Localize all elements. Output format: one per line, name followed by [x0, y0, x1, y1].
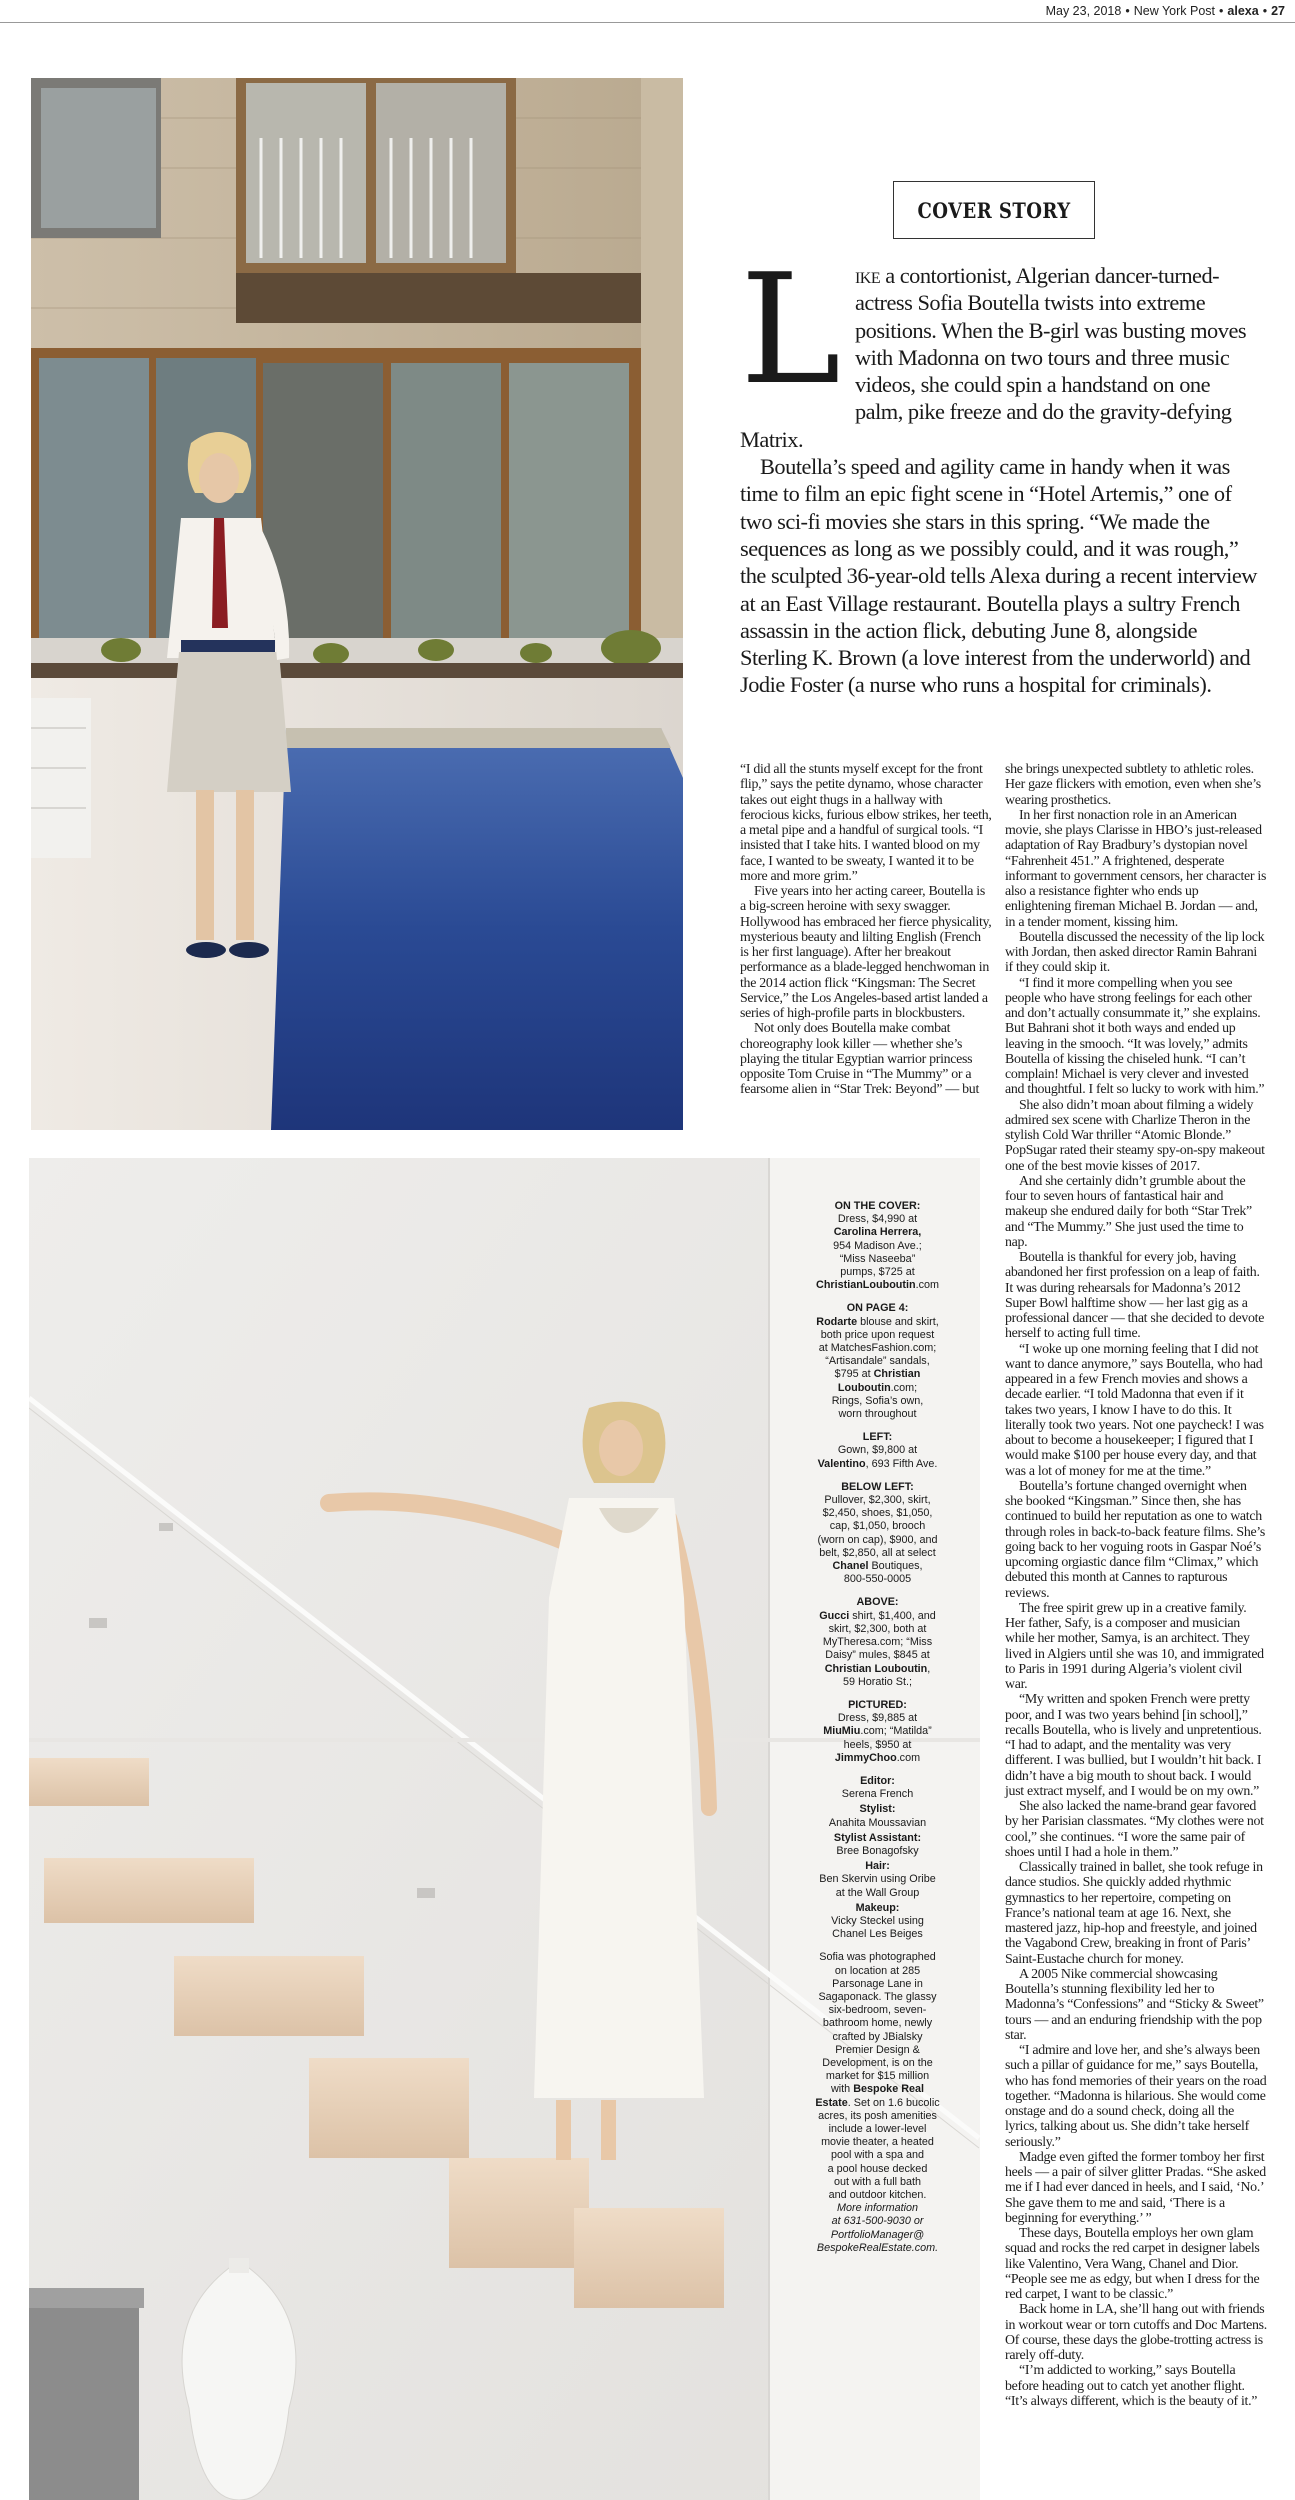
- col2-paragraph: Classically trained in ballet, she took refuge in dance studios. She quickly added rhythmic gymnastics to her repertoire, competing on France’s national team at age 16. Next, she mastered jazz, hip-hop and freestyle, and joined the Vagabond Crew, breaking in front of Paris’ Saint-Eustache church for money.: [1005, 1860, 1263, 1967]
- col2-paragraph: These days, Boutella employs her own glam squad and rocks the red carpet in designer labels like Valentino, Vera Wang, Chanel and Dior. “People see me as edgy, but when I dress for the red carpet, I want to be classic.”: [1005, 2226, 1260, 2302]
- credit-line: cap, $1,050, brooch: [829, 1520, 926, 1533]
- credit-line: Development, is on the: [822, 2056, 933, 2069]
- credit-brand: ChristianLouboutin: [816, 1279, 916, 1292]
- lead-smallcaps: ike: [854, 263, 881, 288]
- credit-italic: More information: [836, 2202, 918, 2215]
- credit-line: [785, 1368, 970, 1381]
- credit-italic: BespokeRealEstate.com.: [816, 2241, 939, 2254]
- credit-text: ,: [927, 1662, 931, 1675]
- credit-brand: JimmyChoo: [834, 1751, 897, 1764]
- credit-line: Dress, $9,885 at: [837, 1712, 918, 1725]
- credit-line: [785, 1458, 970, 1471]
- credit-line: bathroom home, newly: [822, 2017, 933, 2030]
- credit-line: Sofia was photographed: [819, 1951, 936, 1964]
- credit-line: [785, 2215, 970, 2228]
- credit-text: . Set on 1.6 bucolic: [847, 2096, 940, 2109]
- credit-italic: PortfolioManager@: [830, 2228, 925, 2241]
- credit-brand: Christian: [873, 1368, 921, 1381]
- credit-line: heels, $950 at: [843, 1738, 912, 1751]
- credit-line: Serena French: [841, 1788, 914, 1801]
- credit-line: skirt, $2,300, both at: [828, 1622, 927, 1635]
- credit-line: on location at 285: [834, 1964, 921, 1977]
- col2-paragraph: “My written and spoken French were pretty poor, and I was two years behind [in school],” recalls Boutella, who is lively and unpretentious. “I had to adapt, and the mentality was very different. I was bullied, but I wouldn’t hit back. I didn’t have a big mouth to shout back. I would just extract myself, and I would be on my own.”: [1005, 1692, 1262, 1799]
- credit-line: Parsonage Lane in: [832, 1977, 923, 1990]
- credit-heading: LEFT:: [862, 1431, 893, 1444]
- credit-line: [785, 2202, 970, 2215]
- col2-paragraph: “I woke up one morning feeling that I did not want to dance anymore,” says Boutella, who had appeared in a few French movies and shows a decade earlier. “I told Madonna that even if it takes two years, I know I have to do this. It literally took two years. Not one paycheck! I was about to become a housekeeper; I figured that I would make $100 per house every day, and that was a lot of money for me at the time.”: [1005, 1341, 1264, 1479]
- credit-line: [785, 1610, 970, 1623]
- credit-line: market for $15 million: [825, 2070, 930, 2083]
- col2-paragraph: Back home in LA, she’ll hang out with friends in workout wear or torn cutoffs and Doc Martens. Of course, these days the globe-trotting actress is rarely off-duty.: [1005, 2302, 1267, 2363]
- article-column-1: [740, 762, 992, 1098]
- credit-heading: ABOVE:: [856, 1596, 899, 1609]
- credit-line: [785, 1316, 970, 1329]
- credit-line: at the Wall Group: [835, 1886, 920, 1899]
- credit-line: Sagaponack. The glassy: [818, 1990, 937, 2003]
- credit-heading: Hair:: [865, 1860, 890, 1873]
- cover-story-label: [893, 181, 1095, 239]
- credit-heading: ON THE COVER:: [834, 1200, 921, 1212]
- page-header: [0, 0, 1295, 23]
- credit-heading: BELOW LEFT:: [841, 1480, 914, 1493]
- credit-brand: MiuMiu: [823, 1725, 861, 1738]
- credit-location-block: [785, 1951, 970, 2255]
- credit-brand: Bespoke Real: [853, 2083, 924, 2096]
- credit-brand: Chanel: [832, 1560, 869, 1573]
- credit-line: both price upon request: [820, 1328, 935, 1341]
- col2-paragraph: Boutella’s fortune changed overnight when she booked “Kingsman.” Since then, she has continued to build her reputation as one to watch through roles in back-to-back feature films. She’s going back to her voguing roots in Gaspar Noé’s upcoming orgiastic dance film “Climax,” which debuted this month at Cannes to rapturous reviews.: [1005, 1478, 1266, 1601]
- credit-text: .com; “Matilda”: [860, 1725, 932, 1738]
- col2-paragraph: Boutella is thankful for every job, having abandoned her first profession on a leap of faith. It was during rehearsals for Madonna’s 2012 Super Bowl halftime show — her last gig as a professional dancer — that she decided to devote herself to acting full time.: [1005, 1250, 1265, 1342]
- lead-p1-text: a contortionist, Algerian dancer-turned-actress Sofia Boutella twists into extreme positions. When the B-girl was busting moves with Madonna on two tours and three music videos, she could spin a handstand on one palm, pike freeze and do the gravity-defying Matrix.: [740, 263, 1247, 452]
- credit-text: Boutiques,: [868, 1560, 923, 1573]
- credit-line: $2,450, shoes, $1,050,: [822, 1507, 933, 1520]
- credit-line: Dress, $4,990 at: [837, 1213, 918, 1226]
- credit-line: [785, 1752, 970, 1765]
- credit-line: Ben Skervin using Oribe: [819, 1873, 936, 1886]
- credit-line: Anahita Moussavian: [828, 1816, 927, 1829]
- credit-text: $795 at: [834, 1368, 874, 1381]
- credit-text: .com: [915, 1279, 939, 1292]
- credit-heading: Stylist Assistant:: [833, 1831, 922, 1844]
- credit-line: pumps, $725 at: [840, 1266, 915, 1279]
- col1-paragraph: Five years into her acting career, Boutella is a big-screen heroine with sexy swagger. Hollywood has embraced her fierce physicality, mysterious beauty and lilting English (French is her first language). After her breakout performance as a blade-legged henchwoman in the 2014 action flick “Kingsman: The Secret Service,” the Los Angeles-based artist landed a series of high-profile parts in blockbusters.: [740, 884, 992, 1021]
- photo-credits: [785, 1200, 970, 2255]
- credit-line: [785, 2097, 970, 2110]
- lead-paragraph-2: Boutella’s speed and agility came in handy when it was time to film an epic fight scene in “Hotel Artemis,” one of two sci-fi movies she stars in this spring. “We made the sequences as long as we possibly could, and it was rough,” the sculpted 36-year-old tells Alexa during a recent interview at an East Village restaurant. Boutella plays a sultry French assassin in the action flick, debuting June 8, alongside Sterling K. Brown (a love interest from the underworld) and Jodie Foster (a nurse who runs a hospital for criminals).: [740, 454, 1257, 698]
- col2-paragraph: A 2005 Nike commercial showcasing Boutella’s stunning flexibility led her to Madonna’s “Confessions” and “Sticky & Sweet” tours — and an enduring friendship with the pop star.: [1005, 1966, 1264, 2043]
- credit-text: , 693 Fifth Ave.: [865, 1457, 938, 1470]
- credit-text: .com;: [890, 1381, 918, 1394]
- col2-paragraph: “I’m addicted to working,” says Boutella before heading out to catch yet another flight. “It’s always different, which is the beauty of it.”: [1005, 2363, 1258, 2409]
- credit-line: pool with a spa and: [830, 2149, 925, 2162]
- credit-line: 59 Horatio St.;: [842, 1675, 912, 1688]
- page-number: 27: [1271, 4, 1285, 18]
- credit-heading: Makeup:: [855, 1901, 900, 1914]
- credit-line: “Miss Naseeba”: [839, 1252, 916, 1265]
- issue-date: May 23, 2018: [1045, 4, 1122, 18]
- credit-brand: Gucci: [819, 1609, 850, 1622]
- credit-line: [785, 1382, 970, 1395]
- credit-line: include a lower-level: [828, 2123, 927, 2135]
- col2-paragraph: In her first nonaction role in an American movie, she plays Clarisse in HBO’s just-released adaptation of Ray Bradbury’s dystopian novel “Fahrenheit 451.” A frightened, desperate informant to government censors, her character is also a resistance fighter who ends up enlightening fireman Michael B. Jordan — and, in a tender moment, kissing him.: [1005, 807, 1267, 930]
- credit-line: [785, 1663, 970, 1676]
- credit-line: belt, $2,850, all at select: [819, 1546, 936, 1559]
- col2-paragraph: “I find it more compelling when you see people who have strong feelings for each other and don’t actually consummate it,” she explains. But Bahrani shot it both ways and ended up leaving in the smooch. “It was lovely,” admits Boutella of kissing the chiseled hunk. “I can’t complain! Michael is very clever and invested and thoughtful. I felt so lucky to work with him.”: [1005, 975, 1265, 1098]
- col2-paragraph: She also lacked the name-brand gear favored by her Parisian classmates. “My clothes were not cool,” she continues. “I wore the same pair of shoes until I had a hole in them.”: [1005, 1799, 1264, 1860]
- cover-story-text: COVER STORY: [917, 197, 1071, 223]
- credit-line: [785, 1279, 970, 1292]
- credit-line: and outdoor kitchen.: [828, 2189, 927, 2202]
- credit-brand: Louboutin: [837, 1381, 891, 1394]
- photo-poolside: [31, 78, 683, 1130]
- credit-heading: ON PAGE 4:: [846, 1302, 909, 1315]
- credit-line: Pullover, $2,300, skirt,: [824, 1494, 931, 1507]
- credit-line: [785, 1226, 970, 1239]
- credit-line: 800-550-0005: [843, 1573, 912, 1586]
- credit-line: Rings, Sofia’s own,: [831, 1394, 924, 1407]
- credit-brand: Christian Louboutin: [824, 1662, 928, 1675]
- credit-line: [785, 2229, 970, 2242]
- credit-brand: Valentino: [817, 1457, 866, 1470]
- credit-line: [785, 1560, 970, 1573]
- credit-brand: Estate: [815, 2096, 848, 2109]
- credit-line: [785, 2083, 970, 2096]
- credit-line: Chanel Les Beiges: [832, 1928, 923, 1941]
- credit-line: acres, its posh amenities: [818, 2109, 937, 2122]
- credit-line: Premier Design &: [835, 2043, 920, 2056]
- col1-paragraph: Not only does Boutella make combat choreography look killer — whether she’s playing the titular Egyptian warrior princess opposite Tom Cruise in “The Mummy” or a fearsome alien in “Star Trek: Beyond” — but: [740, 1021, 980, 1098]
- credit-line: movie theater, a heated: [821, 2136, 934, 2149]
- credit-line: worn throughout: [838, 1408, 917, 1421]
- credit-line: 954 Madison Ave.;: [833, 1239, 922, 1252]
- credit-heading: Editor:: [860, 1774, 895, 1787]
- credit-text: .com: [896, 1751, 921, 1764]
- drop-cap: L: [740, 241, 841, 418]
- credit-brand: Carolina Herrera,: [833, 1226, 922, 1239]
- credit-heading: PICTURED:: [848, 1698, 907, 1711]
- col2-paragraph: she brings unexpected subtlety to athletic roles. Her gaze flickers with emotion, even when she’s wearing prosthetics.: [1005, 762, 1261, 808]
- col2-paragraph: And she certainly didn’t grumble about the four to seven hours of fantastical hair and makeup she endured daily for both “Star Trek” and “The Mummy.” She just used the time to nap.: [1005, 1173, 1252, 1250]
- article-column-2: [1005, 762, 1267, 2409]
- credit-text: with: [830, 2083, 854, 2096]
- credit-line: Bree Bonagofsky: [836, 1844, 919, 1857]
- credit-line: out with a full bath: [833, 2175, 922, 2188]
- credit-line: Daisy” mules, $845 at: [825, 1649, 930, 1662]
- col2-paragraph: Boutella discussed the necessity of the lip lock with Jordan, then asked director Ramin Bahrani if they could skip it.: [1005, 929, 1265, 976]
- col2-paragraph: The free spirit grew up in a creative family. Her father, Safy, is a composer and musician while her mother, Samya, is an architect. They lived in Algiers until she was 10, and immigrated to Paris in 1991 during Algeria’s violent civil war.: [1005, 1600, 1264, 1692]
- credit-line: [785, 1725, 970, 1738]
- credit-italic: at 631-500-9030 or: [831, 2215, 924, 2228]
- credit-line: MyTheresa.com; “Miss: [822, 1636, 933, 1649]
- credit-text: blouse and skirt,: [857, 1315, 939, 1328]
- credit-text: shirt, $1,400, and: [849, 1609, 936, 1622]
- credit-brand: Rodarte: [816, 1315, 858, 1328]
- credit-line: Vicky Steckel using: [831, 1914, 924, 1927]
- col2-paragraph: She also didn’t moan about filming a widely admired sex scene with Charlize Theron in the stylish Cold War thriller “Atomic Blonde.” PopSugar rated their steamy spy-on-spy makeout one of the best movie kisses of 2017.: [1005, 1097, 1265, 1174]
- lead-paragraphs: [740, 241, 1260, 699]
- credit-line: crafted by JBialsky: [832, 2030, 923, 2043]
- credit-heading: Stylist:: [859, 1803, 896, 1816]
- credit-line: Gown, $9,800 at: [837, 1444, 918, 1457]
- credit-line: “Artisandale” sandals,: [825, 1355, 930, 1368]
- poolside-photo-illustration: [31, 78, 683, 1130]
- credit-line: at MatchesFashion.com;: [818, 1342, 937, 1355]
- col2-paragraph: Madge even gifted the former tomboy her first heels — a pair of silver glitter Pradas. “She asked me if I had ever danced in heels, and I said, ‘No.’ She gave them to me and said, ‘There is a beginning for everything.’ ”: [1005, 2149, 1266, 2226]
- col2-paragraph: “I admire and love her, and she’s always been such a pillar of guidance for me,” says Boutella, who has fond memories of their years on the road together. “Madonna is hilarious. She would come onstage and do a sound check, doing all the lyrics, talking about us. She didn’t take herself seriously.”: [1005, 2043, 1267, 2150]
- folio: May 23, 2018 • New York Post • alexa • 27: [1045, 4, 1285, 18]
- credit-line: a pool house decked: [827, 2162, 928, 2175]
- credit-line: [785, 2242, 970, 2255]
- credit-line: (worn on cap), $900, and: [817, 1533, 938, 1546]
- section-name: alexa: [1227, 4, 1259, 18]
- paper-name: New York Post: [1133, 4, 1216, 18]
- credit-line: six-bedroom, seven-: [828, 2004, 927, 2017]
- col1-paragraph: “I did all the stunts myself except for the front flip,” says the petite dynamo, whose character takes out eight thugs in a hallway with ferocious kicks, furious elbow strikes, her teeth, a metal pipe and a handful of surgical tools. “I insisted that I take hits. I wanted blood on my face, I wanted to be sweaty, I wanted it to be more and more grim.”: [740, 762, 992, 884]
